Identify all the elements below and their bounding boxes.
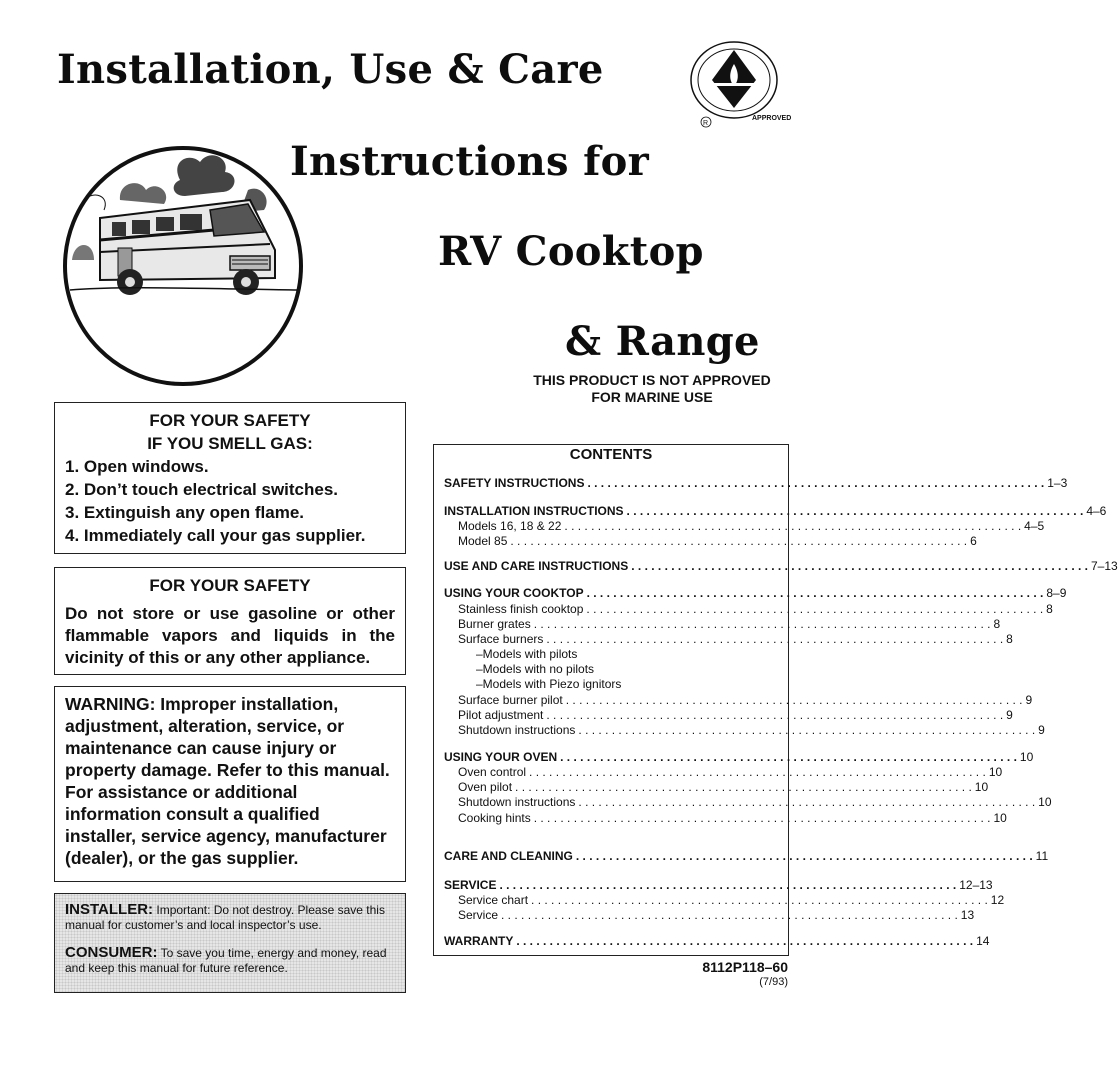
toc-entry-label: Cooking hints <box>458 811 531 825</box>
marine-use-note <box>518 372 786 406</box>
table-of-contents <box>433 444 1118 956</box>
flame-approval-seal-icon <box>682 36 792 132</box>
toc-leader-dots <box>631 559 1088 573</box>
toc-entry-page: 11 <box>1035 849 1049 863</box>
toc-entry-page: 6 <box>970 534 977 548</box>
toc-entry-page: 12 <box>990 893 1005 907</box>
toc-leader-dots <box>587 586 1044 600</box>
toc-entry-label: Service <box>458 908 499 922</box>
installer-consumer-notice <box>54 893 406 993</box>
toc-entry <box>444 504 1107 518</box>
revision-date: (7/93) <box>759 976 788 988</box>
toc-entry <box>458 617 1001 631</box>
installer-text: Important: Do not destroy. Please save this manual for customer’s and local inspector’s use. <box>65 903 385 932</box>
toc-entry-label: Shutdown instructions <box>458 723 576 737</box>
toc-leader-dots <box>534 617 991 631</box>
toc-entry-label: SAFETY INSTRUCTIONS <box>444 476 585 490</box>
toc-entry-label: Burner grates <box>458 617 531 631</box>
toc-entry <box>458 893 1005 907</box>
toc-entry-label: USING YOUR COOKTOP <box>444 586 584 600</box>
toc-leader-dots <box>515 780 972 794</box>
safety-heading: FOR YOUR SAFETY <box>149 411 311 430</box>
safety-step: 4. Immediately call your gas supplier. <box>65 526 366 545</box>
toc-entry-page: 8 <box>993 617 1001 631</box>
toc-entry-page: 10 <box>1038 795 1052 809</box>
toc-entry-page: 9 <box>1038 723 1045 737</box>
marine-note-line-2: FOR MARINE USE <box>591 389 713 405</box>
rv-motorhome-illustration <box>60 140 310 390</box>
toc-entry-label: Surface burners <box>458 632 544 646</box>
toc-entry-page: 4–6 <box>1086 504 1107 518</box>
toc-entry <box>458 632 1013 646</box>
warning-text: WARNING: Improper installation, adjustment, alteration, service, or maintenance can cause injury or property damage. Refer to this manual. For assistance or additional information consult a qualified installer, service agency, manufacturer (dealer), or the gas supplier. <box>65 694 390 868</box>
toc-entry-label: Surface burner pilot <box>458 693 563 707</box>
toc-leader-dots <box>564 519 1021 533</box>
toc-entry-label: Service chart <box>458 893 529 907</box>
toc-leader-dots <box>578 795 1035 809</box>
toc-entry <box>444 750 1034 764</box>
toc-leader-dots <box>546 632 1003 646</box>
toc-leader-dots <box>499 878 956 892</box>
installer-label: INSTALLER: <box>65 901 154 918</box>
toc-entry-label: –Models with pilots <box>476 647 578 661</box>
toc-entry-page: 1–3 <box>1047 476 1068 490</box>
safety-step: 1. Open windows. <box>65 457 209 476</box>
toc-leader-dots <box>516 934 973 948</box>
toc-leader-dots <box>510 534 967 548</box>
toc-leader-dots <box>531 893 988 907</box>
toc-entry-page: 14 <box>976 934 990 948</box>
toc-entry <box>458 602 1053 616</box>
toc-entry-label: USING YOUR OVEN <box>444 750 558 764</box>
toc-entry-page: 9 <box>1025 693 1033 707</box>
toc-entry <box>458 723 1045 737</box>
part-number: 8112P118–60 <box>702 959 788 975</box>
toc-entry-page: 12–13 <box>959 878 993 892</box>
toc-entry-label: –Models with Piezo ignitors <box>476 677 622 691</box>
safety-heading: FOR YOUR SAFETY <box>149 576 311 595</box>
toc-leader-dots <box>576 849 1033 863</box>
consumer-text: To save you time, energy and money, read and keep this manual for future reference. <box>65 946 387 975</box>
consumer-label: CONSUMER: <box>65 944 158 961</box>
title-line-3: RV Cooktop <box>438 228 704 275</box>
warning-box <box>54 686 406 882</box>
emblem-approved-label: APPROVED <box>752 115 792 122</box>
toc-entry-label: Oven pilot <box>458 780 513 794</box>
toc-entry <box>444 559 1118 573</box>
toc-entry-label: CARE AND CLEANING <box>444 849 573 863</box>
toc-entry-label: Pilot adjustment <box>458 708 544 722</box>
toc-entry <box>458 795 1052 809</box>
toc-entry-label: INSTALLATION INSTRUCTIONS <box>444 504 624 518</box>
toc-entry <box>458 908 975 922</box>
toc-entry-page: 4–5 <box>1024 519 1045 533</box>
toc-entry-label: Stainless finish cooktop <box>458 602 584 616</box>
toc-entry-label: –Models with no pilots <box>476 662 595 676</box>
title-line-2: Instructions for <box>290 138 649 185</box>
toc-entry-label: SERVICE <box>444 878 497 892</box>
consumer-notice <box>65 945 395 976</box>
toc-entry <box>458 765 1003 779</box>
safety-step: 2. Don’t touch electrical switches. <box>65 480 339 499</box>
toc-leader-dots <box>501 908 958 922</box>
toc-entry-label: Shutdown instructions <box>458 795 576 809</box>
toc-entry-page: 13 <box>960 908 975 922</box>
toc-entry <box>458 780 989 794</box>
toc-entry <box>476 647 778 661</box>
installer-notice <box>65 902 395 933</box>
toc-leader-dots <box>586 602 1043 616</box>
gas-smell-heading: IF YOU SMELL GAS: <box>147 434 313 453</box>
contents-title: CONTENTS <box>569 446 653 463</box>
toc-entry <box>458 811 1007 825</box>
toc-entry-label: WARRANTY <box>444 934 514 948</box>
marine-note-line-1: THIS PRODUCT IS NOT APPROVED <box>533 372 771 388</box>
toc-leader-dots <box>627 504 1084 518</box>
toc-entry <box>444 476 1068 490</box>
toc-entry <box>458 519 1045 533</box>
toc-entry <box>444 934 990 948</box>
safety-step: 3. Extinguish any open flame. <box>65 503 304 522</box>
toc-entry <box>458 534 977 548</box>
toc-entry-label: Oven control <box>458 765 527 779</box>
toc-entry-page: 9 <box>1006 708 1013 722</box>
toc-entry <box>476 677 778 691</box>
toc-leader-dots <box>566 693 1023 707</box>
title-line-4: & Range <box>565 318 760 365</box>
toc-entry <box>476 662 778 676</box>
toc-entry <box>444 586 1067 600</box>
toc-entry-label: USE AND CARE INSTRUCTIONS <box>444 559 629 573</box>
toc-entry <box>444 878 993 892</box>
toc-entry-page: 10 <box>993 811 1007 825</box>
toc-entry <box>458 693 1033 707</box>
toc-leader-dots <box>587 476 1044 490</box>
toc-entry-page: 10 <box>988 765 1003 779</box>
toc-entry-label: Model 85 <box>458 534 508 548</box>
title-line-1: Installation, Use & Care <box>57 46 604 93</box>
toc-entry-page: 8 <box>1006 632 1013 646</box>
toc-entry-page: 8 <box>1046 602 1053 616</box>
toc-entry-page: 7–13 <box>1091 559 1118 573</box>
flammable-warning-text: Do not store or use gasoline or other flammable vapors and liquids in the vicinity of this or any other appliance. <box>65 604 395 667</box>
toc-entry <box>444 849 1049 863</box>
toc-entry <box>458 708 1013 722</box>
registered-mark: R <box>703 120 709 127</box>
toc-leader-dots <box>546 708 1003 722</box>
toc-entry-label: Models 16, 18 & 22 <box>458 519 562 533</box>
toc-leader-dots <box>529 765 986 779</box>
toc-leader-dots <box>578 723 1035 737</box>
toc-entry-page: 10 <box>1019 750 1034 764</box>
toc-leader-dots <box>560 750 1017 764</box>
toc-leader-dots <box>534 811 991 825</box>
flammable-vapors-box <box>54 567 406 675</box>
toc-entry-page: 8–9 <box>1046 586 1067 600</box>
gas-smell-safety-box <box>54 402 406 554</box>
toc-entry-page: 10 <box>974 780 989 794</box>
